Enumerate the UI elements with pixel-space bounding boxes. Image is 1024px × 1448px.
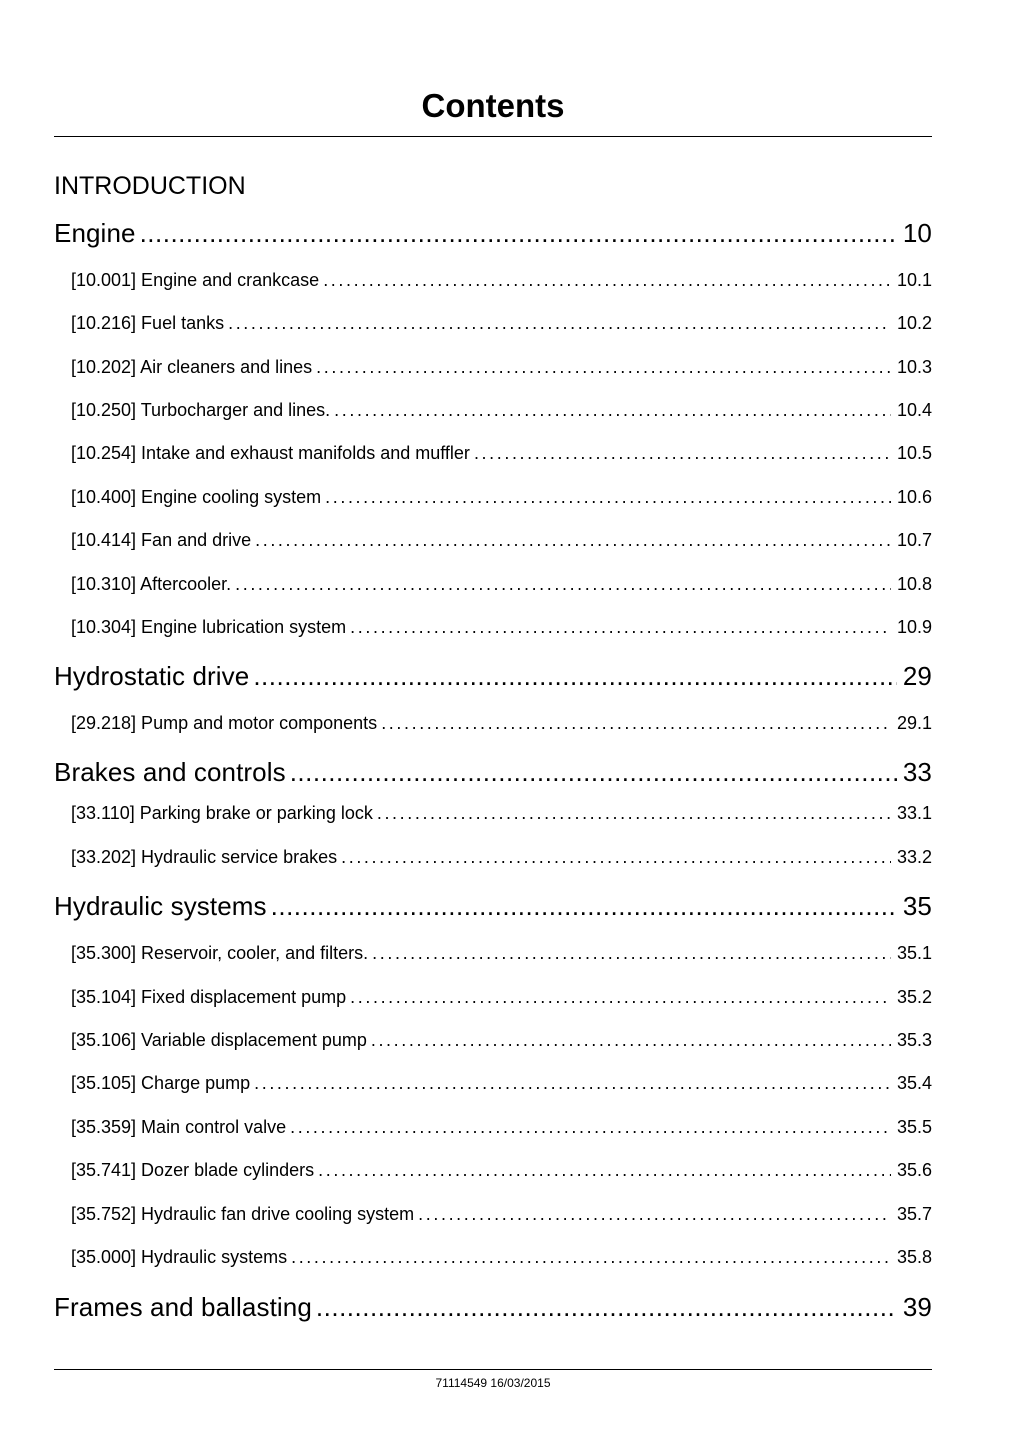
toc-entry[interactable] [71,985,932,1009]
dot-leader [140,216,897,250]
toc-page-number: 35.1 [896,943,932,963]
toc-entry-label: [10.254] Intake and exhaust manifolds and muffler [71,443,470,463]
dot-leader [323,268,891,292]
dot-leader [372,941,891,965]
toc-page-number: 10.7 [896,530,932,550]
toc-entry-label: [35.300] Reservoir, cooler, and filters. [71,943,369,963]
dot-leader [291,1245,891,1269]
toc-page-number: 35 [902,891,932,921]
toc-entry[interactable] [71,1028,932,1052]
toc-entry-label: [10.310] Aftercooler. [71,574,232,594]
toc-page-number: 33 [902,757,932,787]
toc-entry[interactable] [71,485,932,509]
dot-leader [474,441,891,465]
toc-chapter-title: Hydraulic systems [54,891,267,921]
toc-entry[interactable] [71,1202,932,1226]
toc-entry[interactable] [71,355,932,379]
toc-entry-label: [10.216] Fuel tanks [71,313,225,333]
toc-entry[interactable] [71,528,932,552]
dot-leader [254,1071,891,1095]
toc-page-number: 10.3 [896,357,932,377]
title-divider [54,136,932,137]
toc-entry-label: [35.741] Dozer blade cylinders [71,1160,315,1180]
dot-leader [255,528,891,552]
dot-leader [290,1115,891,1139]
toc-entry[interactable] [71,711,932,735]
toc-entry-label: [10.202] Air cleaners and lines [71,357,313,377]
toc-entry[interactable] [71,1245,932,1269]
toc-chapter-title: Engine [54,218,136,248]
toc-page-number: 10.4 [896,400,932,420]
dot-leader [228,311,891,335]
toc-entry-label: [10.250] Turbocharger and lines. [71,400,331,420]
toc-entry-label: [10.304] Engine lubrication system [71,617,347,637]
dot-leader [316,1290,897,1324]
dot-leader [316,355,891,379]
toc-page-number: 10.9 [896,617,932,637]
toc-page-number: 35.4 [896,1073,932,1093]
toc-entry[interactable] [71,441,932,465]
dot-leader [371,1028,891,1052]
toc-page-number: 33.2 [896,847,932,867]
toc-page-number: 29 [902,661,932,691]
toc-entry[interactable] [71,941,932,965]
dot-leader [418,1202,891,1226]
toc-page-number: 35.3 [896,1030,932,1050]
toc-entry-label: [29.218] Pump and motor components [71,713,378,733]
toc-page-number: 10.1 [896,270,932,290]
dot-leader [377,801,891,825]
toc-chapter-frames-and-ballasting[interactable] [54,1290,932,1324]
toc-chapter-title: Hydrostatic drive [54,661,250,691]
page-title: Contents [421,87,565,124]
toc-entry-label: [35.359] Main control valve [71,1117,287,1137]
dot-leader [318,1158,891,1182]
footer-doc-info: 71114549 16/03/2015 [435,1376,551,1390]
toc-page-number: 33.1 [896,803,932,823]
toc-entry-label: [35.752] Hydraulic fan drive cooling system [71,1204,415,1224]
toc-entry[interactable] [71,572,932,596]
footer-divider [54,1369,932,1370]
toc-entry[interactable] [71,1071,932,1095]
toc-entry[interactable] [71,268,932,292]
toc-page-number: 10.8 [896,574,932,594]
dot-leader [290,755,897,789]
toc-page-number: 10.2 [896,313,932,333]
toc-chapter-hydrostatic-drive[interactable] [54,659,932,693]
toc-page-number: 39 [902,1292,932,1322]
toc-page-number: 35.5 [896,1117,932,1137]
toc-entry[interactable] [71,398,932,422]
toc-intro-heading[interactable]: INTRODUCTION [54,172,246,200]
toc-entry-label: [33.110] Parking brake or parking lock [71,803,373,823]
dot-leader [235,572,891,596]
dot-leader [381,711,891,735]
dot-leader [341,845,891,869]
toc-entry[interactable] [71,801,932,825]
dot-leader [350,985,891,1009]
toc-entry[interactable] [71,1115,932,1139]
toc-entry-label: [10.001] Engine and crankcase [71,270,320,290]
toc-entry[interactable] [71,845,932,869]
toc-page-number: 35.2 [896,987,932,1007]
toc-chapter-title: Frames and ballasting [54,1292,312,1322]
toc-page-number: 35.8 [896,1247,932,1267]
toc-entry-label: [35.106] Variable displacement pump [71,1030,367,1050]
toc-chapter-hydraulic-systems[interactable] [54,889,932,923]
toc-entry[interactable] [71,311,932,335]
toc-entry-label: [10.400] Engine cooling system [71,487,322,507]
toc-page-number: 10 [902,218,932,248]
toc-chapter-title: Brakes and controls [54,757,286,787]
toc-page-number: 10.5 [896,443,932,463]
dot-leader [350,615,891,639]
dot-leader [271,889,897,923]
dot-leader [334,398,891,422]
toc-page-number: 29.1 [896,713,932,733]
toc-chapter-engine[interactable] [54,216,932,250]
toc-entry-label: [35.104] Fixed displacement pump [71,987,347,1007]
toc-entry[interactable] [71,615,932,639]
toc-chapter-brakes-and-controls[interactable] [54,755,932,789]
toc-page-number: 35.7 [896,1204,932,1224]
dot-leader [253,659,897,693]
toc-entry[interactable] [71,1158,932,1182]
toc-entry-label: [10.414] Fan and drive [71,530,252,550]
toc-entry-label: [35.105] Charge pump [71,1073,251,1093]
dot-leader [325,485,891,509]
toc-page-number: 35.6 [896,1160,932,1180]
toc-page-number: 10.6 [896,487,932,507]
toc-entry-label: [35.000] Hydraulic systems [71,1247,288,1267]
toc-entry-label: [33.202] Hydraulic service brakes [71,847,338,867]
